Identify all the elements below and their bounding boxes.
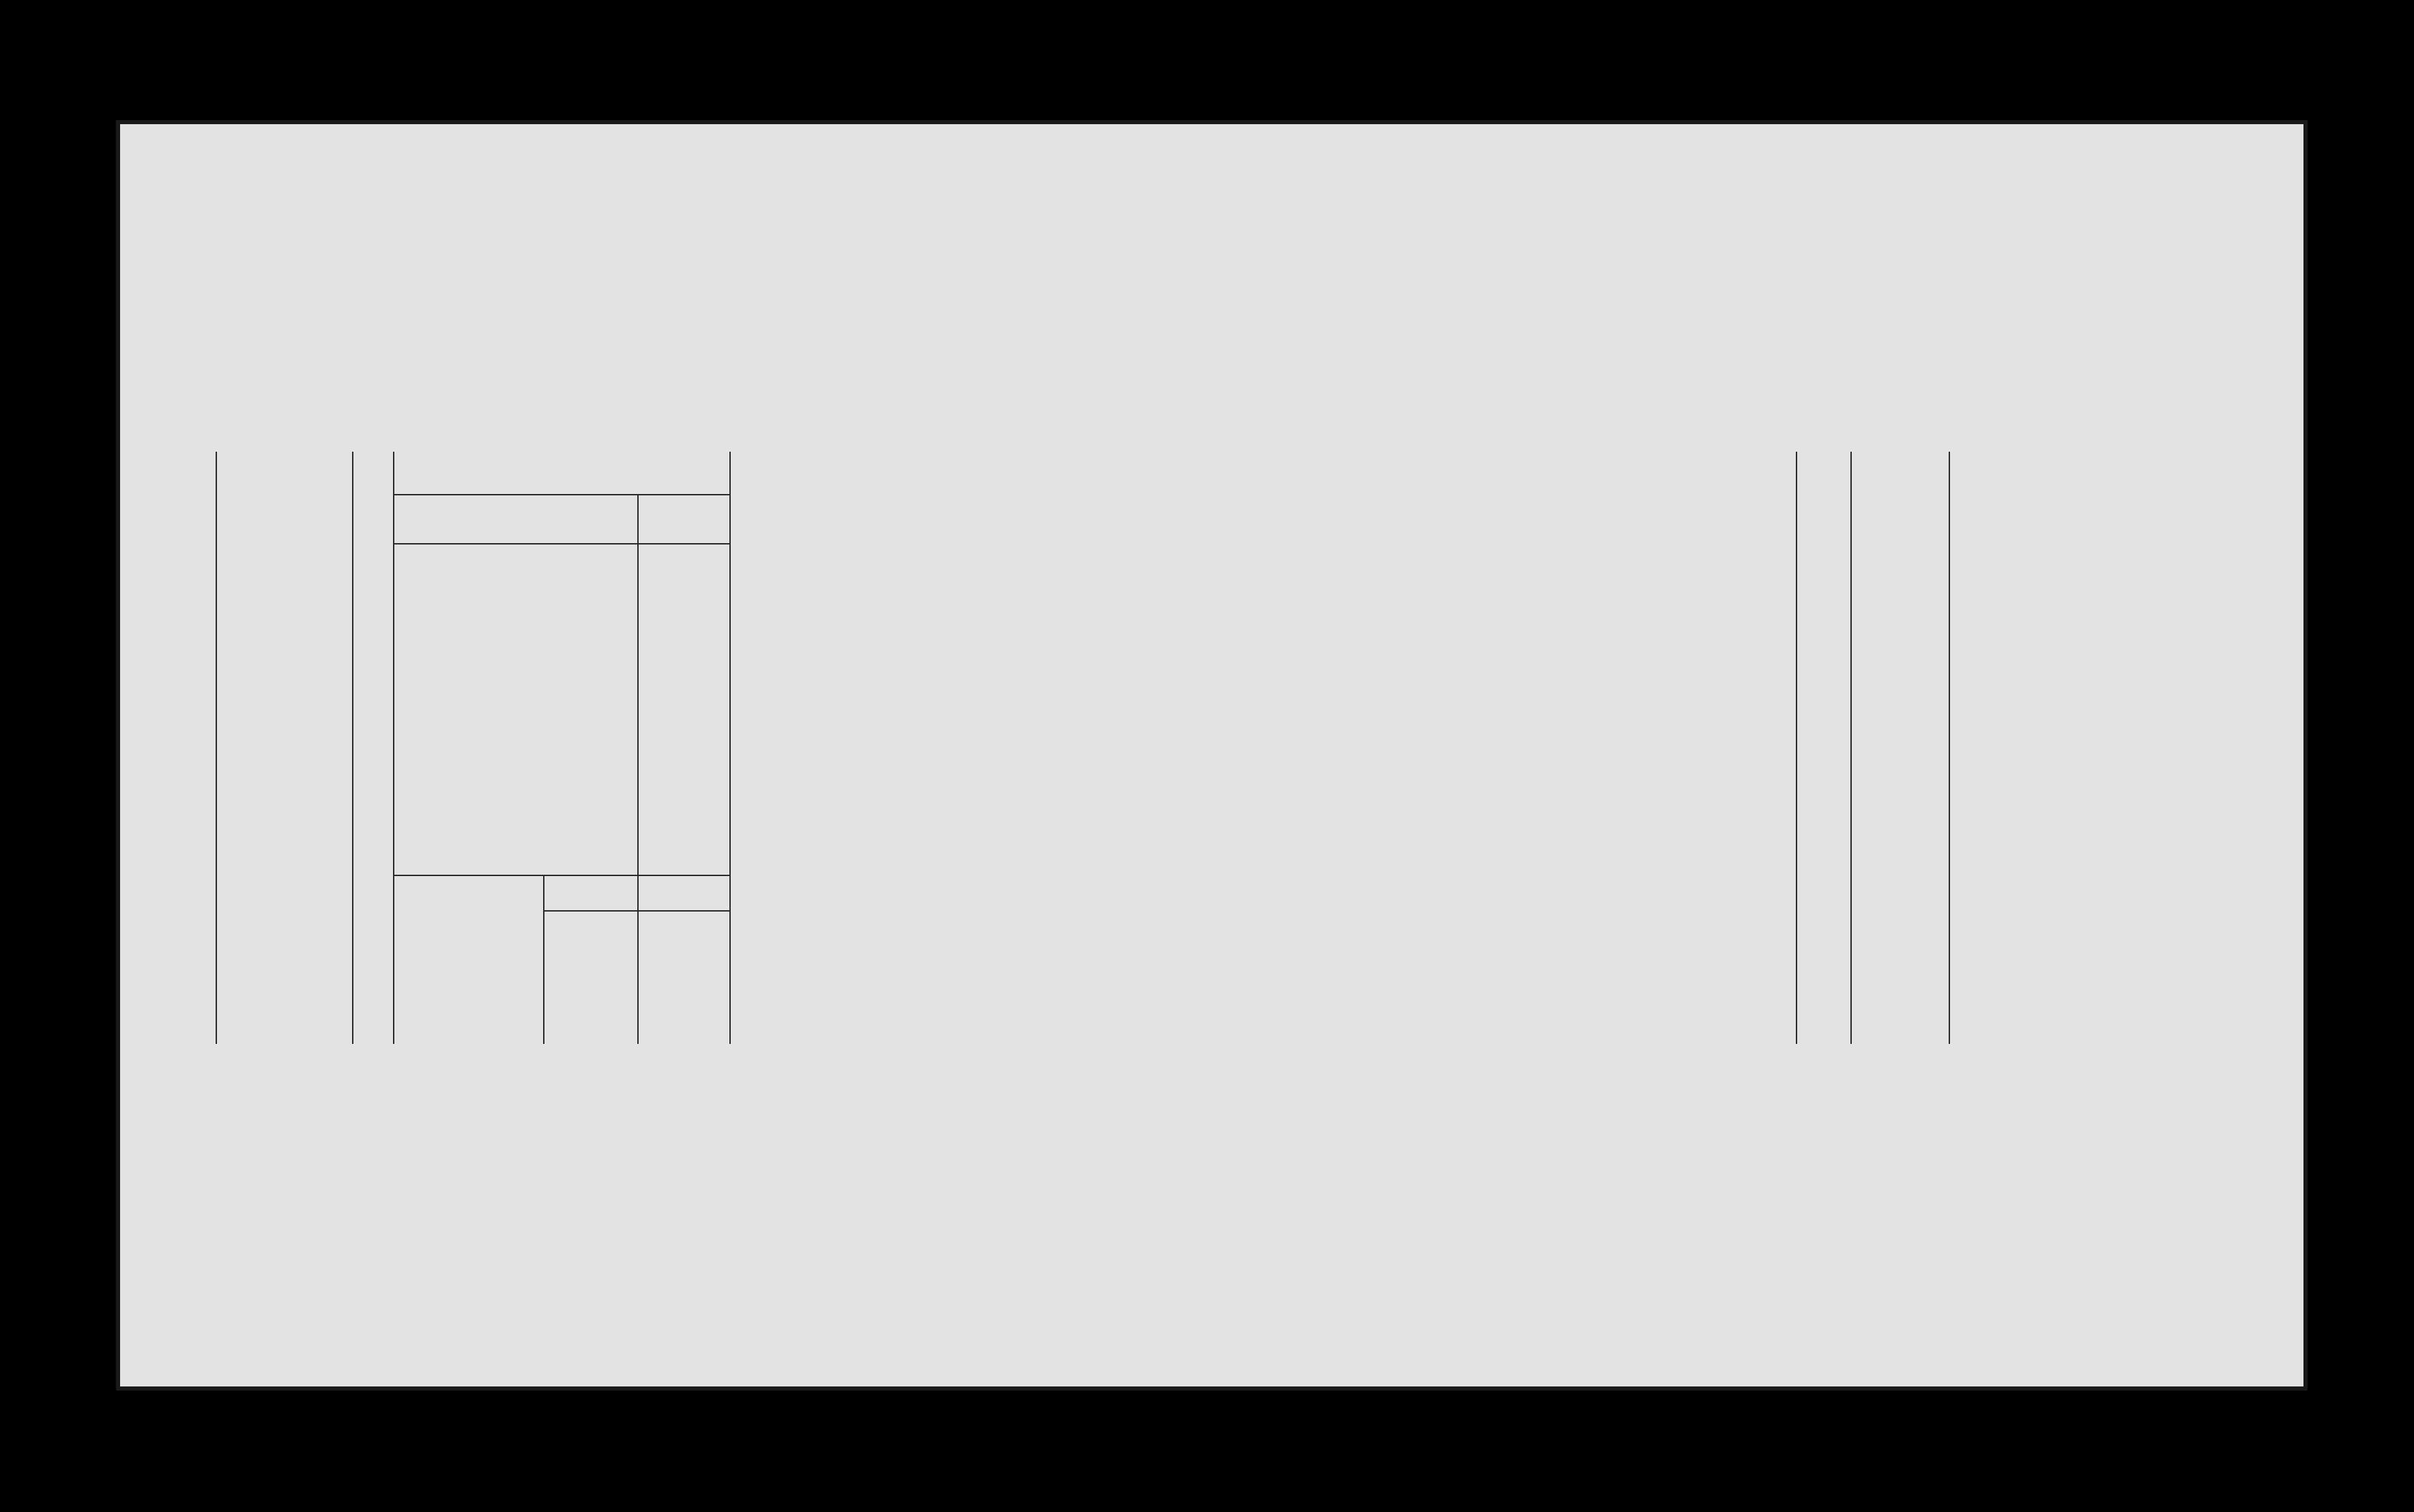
workers-question — [352, 452, 393, 1044]
trade-header — [396, 452, 728, 494]
vineyard-label — [396, 976, 540, 1006]
middle-section — [120, 452, 2303, 1044]
top-crops-table — [120, 124, 2303, 452]
lease-table — [120, 1044, 2303, 1386]
census-card — [120, 124, 2303, 1386]
has-label — [400, 888, 536, 918]
private-title — [734, 465, 1792, 499]
desyatin-header — [544, 876, 637, 910]
trade-qty-header — [639, 495, 729, 543]
trade-name-header — [396, 495, 617, 543]
korney-header — [639, 876, 729, 910]
orchard-label — [396, 929, 540, 959]
population-label — [1796, 452, 1850, 1044]
